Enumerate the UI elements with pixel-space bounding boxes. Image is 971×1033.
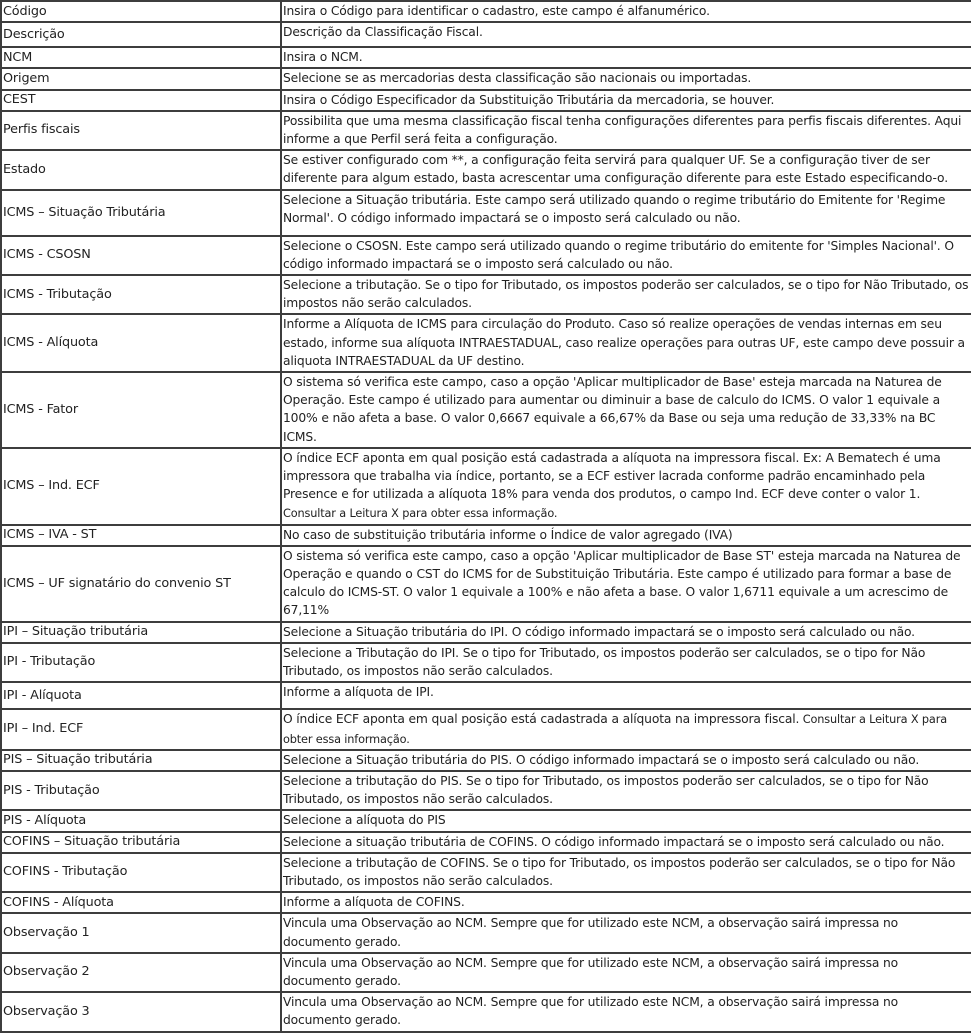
field-name-cell: Origem	[1, 68, 281, 89]
description-text: O índice ECF aponta em qual posição está cadastrada a alíquota na impressora fiscal.	[283, 712, 800, 727]
table-row	[1, 622, 971, 643]
field-name-cell: NCM	[1, 47, 281, 68]
field-description-cell	[281, 236, 971, 275]
description-text: Se estiver configurado com **, a configuração feita servirá para qualquer UF. Se a configuração tiver de ser diferente para algum estado, basta acrescentar uma configuração diferente para este Estado especificando-o.	[283, 153, 948, 186]
table-row	[1, 992, 971, 1031]
table-row	[1, 68, 971, 89]
field-description-cell	[281, 771, 971, 810]
description-text: Selecione a Situação tributária. Este campo será utilizado quando o regime tributário do Emitente for 'Regime Normal'. O código informado impactará se o imposto será calculado ou não.	[283, 192, 946, 225]
field-description-cell	[281, 111, 971, 150]
field-description-cell	[281, 953, 971, 992]
table-row	[1, 810, 971, 831]
description-text: Informe a Alíquota de ICMS para circulação do Produto. Caso só realize operações de vendas internas em seu estado, informe sua alíquota INTRAESTADUAL, caso realize operações para outras UF, este campo deve possuir a aliquota INTRAESTADUAL da UF destino.	[283, 317, 965, 368]
table-row	[1, 111, 971, 150]
field-name-cell: IPI – Ind. ECF	[1, 709, 281, 749]
field-name-cell: Descrição	[1, 22, 281, 47]
field-description-cell	[281, 275, 971, 314]
field-description-cell	[281, 448, 971, 525]
field-name-cell: Perfis fiscais	[1, 111, 281, 150]
table-row	[1, 275, 971, 314]
field-description-cell	[281, 90, 971, 111]
table-row	[1, 643, 971, 682]
table-row	[1, 525, 971, 546]
field-name-cell: ICMS – Situação Tributária	[1, 190, 281, 236]
description-text: Selecione a tributação de COFINS. Se o tipo for Tributado, os impostos poderão ser calculados, se o tipo for Não Tributado, os impostos não serão calculados.	[283, 855, 956, 888]
field-name-cell: ICMS - CSOSN	[1, 236, 281, 275]
field-name-cell: IPI - Alíquota	[1, 682, 281, 709]
description-note: Consultar a Leitura X para obter essa informação.	[283, 507, 558, 521]
field-description-cell	[281, 810, 971, 831]
description-text: Selecione o CSOSN. Este campo será utilizado quando o regime tributário do emitente for 'Simples Nacional'. O código informado impactará se o imposto será calculado ou não.	[283, 238, 954, 271]
field-description-cell	[281, 314, 971, 372]
field-name-cell: CEST	[1, 90, 281, 111]
description-text: Possibilita que uma mesma classificação fiscal tenha configurações diferentes para perfis fiscais diferentes. Aqui informe a que Perfil será feita a configuração.	[283, 113, 962, 147]
description-text: Selecione a alíquota do PIS	[283, 813, 446, 828]
field-description-cell	[281, 1, 971, 22]
field-name-cell: ICMS – Ind. ECF	[1, 448, 281, 525]
description-text: Selecione a situação tributária de COFINS. O código informado impactará se o imposto será calculado ou não.	[283, 834, 945, 849]
field-description-cell	[281, 682, 971, 709]
table-row	[1, 236, 971, 275]
field-description-cell	[281, 546, 971, 622]
field-name-cell: IPI - Tributação	[1, 643, 281, 682]
field-name-cell: COFINS - Tributação	[1, 853, 281, 892]
description-text: No caso de substituição tributária informe o Índice de valor agregado (IVA)	[283, 527, 733, 542]
field-description-cell	[281, 150, 971, 189]
field-name-cell: COFINS - Alíquota	[1, 892, 281, 913]
field-description-cell	[281, 643, 971, 682]
field-name-cell: ICMS - Tributação	[1, 275, 281, 314]
field-name-cell: IPI – Situação tributária	[1, 622, 281, 643]
table-row	[1, 448, 971, 525]
table-row	[1, 913, 971, 952]
description-text: O sistema só verifica este campo, caso a opção 'Aplicar multiplicador de Base ST' esteja marcada na Naturea de Operação e quando o CST do ICMS for de Substituição Tributária. Este campo é utilizado para formar a base de calculo do ICMS-ST. O valor 1 equivale a 100% e não afeta a base. O valor 1,6711 equivale a um acrescimo de 67,11%	[283, 548, 961, 618]
table-row	[1, 853, 971, 892]
field-description-cell	[281, 892, 971, 913]
table-row	[1, 314, 971, 372]
description-text: Descrição da Classificação Fiscal.	[283, 25, 483, 40]
table-row	[1, 1, 971, 22]
table-row	[1, 546, 971, 622]
field-name-cell: COFINS – Situação tributária	[1, 832, 281, 853]
table-row	[1, 832, 971, 853]
description-text: O índice ECF aponta em qual posição está cadastrada a alíquota na impressora fiscal. Ex: A Bematech é uma impressora que trabalha via índice, portanto, se a ECF estiver lacrada conforme padrão encaminhado pela Presence e for utilizada a alíquota 18% para venda dos produtos, o campo Ind. ECF deve conter o valor 1.	[283, 450, 941, 502]
table-row	[1, 90, 971, 111]
description-text: O sistema só verifica este campo, caso a opção 'Aplicar multiplicador de Base' esteja marcada na Naturea de Operação. Este campo é utilizado para aumentar ou diminuir a base de calculo do ICMS. O valor 1 equivale a 100% e não afeta a base. O valor 0,6667 equivale a 66,67% da Base ou seja uma redução de 33,33% na BC ICMS.	[283, 375, 942, 444]
description-text: Insira o Código Especificador da Substituição Tributária da mercadoria, se houver.	[283, 92, 775, 107]
description-text: Selecione a tributação. Se o tipo for Tributado, os impostos poderão ser calculados, se o tipo for Não Tributado, os impostos não serão calculados.	[283, 278, 969, 311]
field-description-cell	[281, 525, 971, 546]
field-name-cell: ICMS – UF signatário do convenio ST	[1, 546, 281, 622]
table-row	[1, 47, 971, 68]
description-text: Insira o Código para identificar o cadastro, este campo é alfanumérico.	[283, 4, 710, 18]
field-name-cell: PIS - Alíquota	[1, 810, 281, 831]
description-text: Informe a alíquota de COFINS.	[283, 895, 465, 910]
field-name-cell: ICMS - Alíquota	[1, 314, 281, 372]
table-row	[1, 892, 971, 913]
field-description-cell	[281, 913, 971, 952]
field-description-cell	[281, 190, 971, 236]
field-description-cell	[281, 22, 971, 47]
field-name-cell: Estado	[1, 150, 281, 189]
description-text: Vincula uma Observação ao NCM. Sempre que for utilizado este NCM, a observação sairá impressa no documento gerado.	[283, 995, 899, 1028]
table-row	[1, 150, 971, 189]
field-description-cell	[281, 853, 971, 892]
description-text: Selecione a Situação tributária do IPI. O código informado impactará se o imposto será calculado ou não.	[283, 624, 915, 639]
field-description-cell	[281, 622, 971, 643]
description-text: Vincula uma Observação ao NCM. Sempre que for utilizado este NCM, a observação sairá impressa no documento gerado.	[283, 955, 899, 988]
table-row	[1, 709, 971, 749]
field-name-cell: Observação 1	[1, 913, 281, 952]
table-row	[1, 682, 971, 709]
field-name-cell: ICMS – IVA - ST	[1, 525, 281, 546]
field-description-cell	[281, 992, 971, 1031]
field-description-cell	[281, 709, 971, 749]
field-name-cell: ICMS - Fator	[1, 372, 281, 448]
field-name-cell: Observação 3	[1, 992, 281, 1031]
field-name-cell: Código	[1, 1, 281, 22]
field-name-cell: PIS – Situação tributária	[1, 750, 281, 771]
table-row	[1, 372, 971, 448]
table-body	[1, 1, 971, 1032]
table-row	[1, 22, 971, 47]
description-note: Consultar a Leitura X para obter essa informação.	[283, 713, 947, 746]
table-row	[1, 771, 971, 810]
table-row	[1, 953, 971, 992]
description-text: Insira o NCM.	[283, 50, 363, 65]
description-text: Selecione a Tributação do IPI. Se o tipo for Tributado, os impostos poderão ser calculados, se o tipo for Não Tributado, os impostos não serão calculados.	[283, 645, 926, 679]
field-description-cell	[281, 750, 971, 771]
description-text: Selecione a tributação do PIS. Se o tipo for Tributado, os impostos poderão ser calculados, se o tipo for Não Tributado, os impostos não serão calculados.	[283, 773, 929, 807]
field-description-cell	[281, 832, 971, 853]
field-name-cell: PIS - Tributação	[1, 771, 281, 810]
field-description-cell	[281, 47, 971, 68]
table-row	[1, 190, 971, 236]
field-description-cell	[281, 372, 971, 448]
description-text: Informe a alíquota de IPI.	[283, 685, 434, 700]
description-text: Selecione se as mercadorias desta classificação são nacionais ou importadas.	[283, 71, 752, 86]
field-description-cell	[281, 68, 971, 89]
description-text: Vincula uma Observação ao NCM. Sempre que for utilizado este NCM, a observação sairá impressa no documento gerado.	[283, 916, 899, 949]
description-text: Selecione a Situação tributária do PIS. O código informado impactará se o imposto será calculado ou não.	[283, 752, 920, 767]
field-name-cell: Observação 2	[1, 953, 281, 992]
table-row	[1, 750, 971, 771]
